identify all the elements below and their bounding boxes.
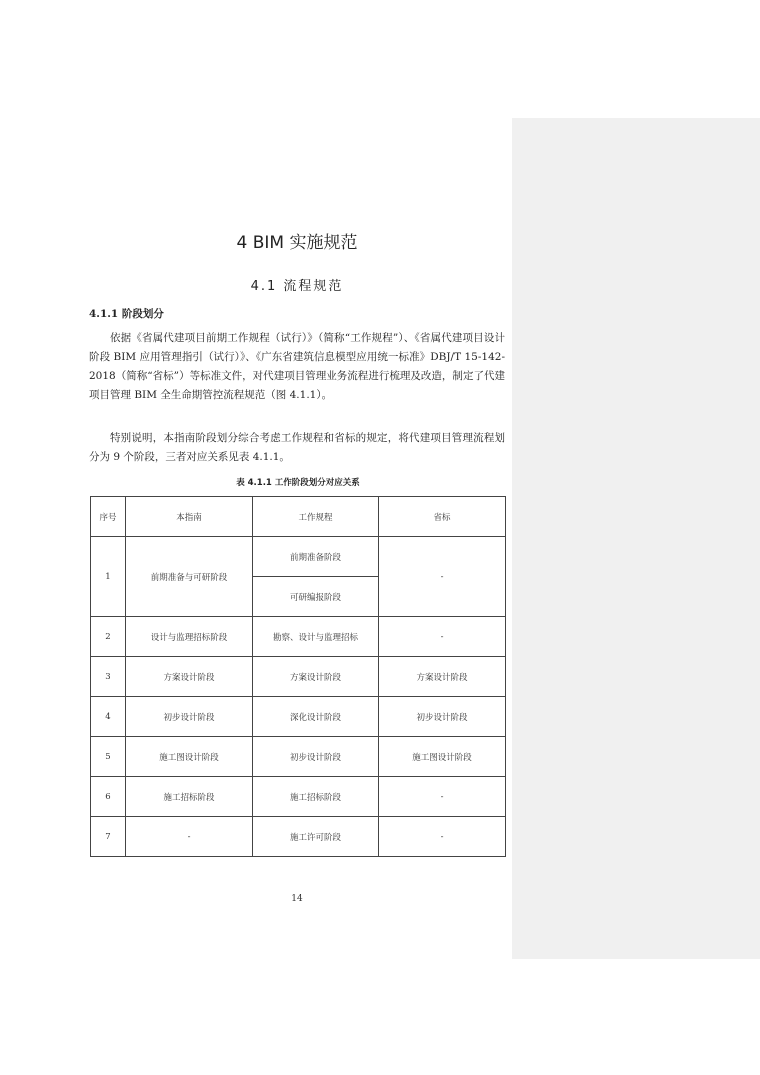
table-header-row (91, 497, 506, 537)
section-title: 4.1 流程规范 (250, 279, 344, 294)
stage-mapping-table (90, 496, 506, 857)
paragraph-2: 特别说明，本指南阶段划分综合考虑工作规程和省标的规定，将代建项目管理流程划分为 9 个阶段，三者对应关系见表 4.1.1。 (89, 432, 505, 463)
cell-standard: - (379, 777, 506, 817)
table-caption: 表 4.1.1 工作阶段划分对应关系 (236, 478, 360, 488)
cell-no: 6 (91, 777, 126, 817)
cell-standard: 方案设计阶段 (379, 657, 506, 697)
header-no: 序号 (91, 497, 126, 537)
cell-no: 3 (91, 657, 126, 697)
cell-work-rules: 初步设计阶段 (253, 737, 379, 777)
cell-guide: 施工招标阶段 (126, 777, 253, 817)
header-guide: 本指南 (126, 497, 253, 537)
cell-guide: 前期准备与可研阶段 (126, 537, 253, 617)
header-provincial-standard: 省标 (379, 497, 506, 537)
cell-guide: 设计与监理招标阶段 (126, 617, 253, 657)
cell-no: 2 (91, 617, 126, 657)
cell-no: 1 (91, 537, 126, 617)
cell-work-rules: 勘察、设计与监理招标 (253, 617, 379, 657)
page-number: 14 (291, 894, 303, 904)
cell-work-rules: 施工许可阶段 (253, 817, 379, 857)
cell-work-rules: 可研编报阶段 (253, 577, 379, 617)
table-row (91, 737, 506, 777)
cell-guide: 施工图设计阶段 (126, 737, 253, 777)
cell-standard: - (379, 817, 506, 857)
paragraph-1: 依据《省属代建项目前期工作规程（试行）》（简称“工作规程”）、《省属代建项目设计阶段 BIM 应用管理指引（试行）》、《广东省建筑信息模型应用统一标准》DBJ/T 15-142-2018（简称“省标”）等标准文件，对代建项目管理业务流程进行梳理及改造，制定了代建项目管理 BIM 全生命期管控流程规范（图 4.1.1）。 (89, 332, 505, 401)
cell-standard: 施工图设计阶段 (379, 737, 506, 777)
cell-no: 5 (91, 737, 126, 777)
cell-guide: - (126, 817, 253, 857)
chapter-title: 4 BIM 实施规范 (236, 233, 358, 253)
cell-guide: 方案设计阶段 (126, 657, 253, 697)
cell-work-rules: 方案设计阶段 (253, 657, 379, 697)
table-row (91, 697, 506, 737)
cell-work-rules: 前期准备阶段 (253, 537, 379, 577)
cell-work-rules: 施工招标阶段 (253, 777, 379, 817)
subsection-title: 4.1.1 阶段划分 (89, 308, 164, 320)
cell-standard: - (379, 617, 506, 657)
table-row (91, 777, 506, 817)
table-row (91, 617, 506, 657)
cell-guide: 初步设计阶段 (126, 697, 253, 737)
cell-no: 7 (91, 817, 126, 857)
cell-work-rules: 深化设计阶段 (253, 697, 379, 737)
header-work-rules: 工作规程 (253, 497, 379, 537)
table-row (91, 817, 506, 857)
table-row (91, 657, 506, 697)
cell-standard: - (379, 537, 506, 617)
cell-standard: 初步设计阶段 (379, 697, 506, 737)
cell-no: 4 (91, 697, 126, 737)
table-row (91, 537, 506, 577)
